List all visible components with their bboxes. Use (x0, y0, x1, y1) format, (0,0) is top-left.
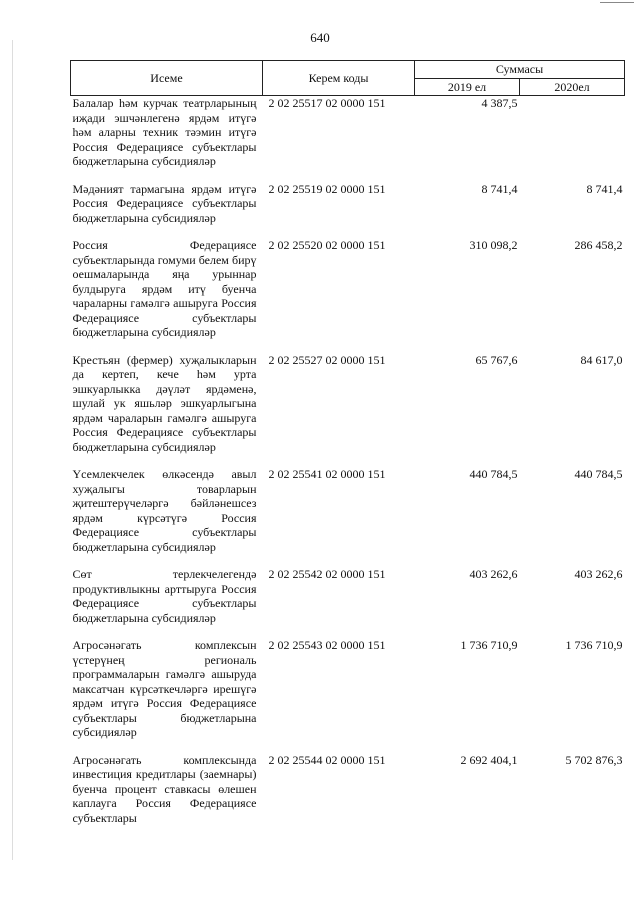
row-2020: 286 458,2 (574, 238, 623, 252)
table-row (71, 467, 625, 567)
row-2019: 310 098,2 (469, 238, 518, 252)
row-code: 2 02 25542 02 0000 151 (268, 567, 386, 581)
header-row (71, 61, 625, 79)
row-2020 (520, 96, 625, 182)
table-row (71, 638, 625, 753)
row-code: 2 02 25543 02 0000 151 (268, 638, 386, 652)
table-row (71, 353, 625, 468)
row-2020: 84 617,0 (580, 352, 623, 367)
row-name: Мәдәният тармагына ярдәм итүгә Россия Федерациясе субъектлары бюджетларына субсидияләр (72, 181, 257, 225)
row-code: 2 02 25541 02 0000 151 (268, 467, 386, 481)
row-name: Үсемлекчелек өлкәсендә авыл хуҗалыгы товарларын җитештерүчеләргә бәйләнешсез ярдәм күрсәтүгә Россия Федерациясе субъектлары бюджетларына субсидияләр (72, 467, 257, 554)
row-2020: 403 262,6 (574, 567, 623, 581)
row-2020: 1 736 710,9 (565, 638, 623, 652)
table-row (71, 567, 625, 638)
row-code: 2 02 25527 02 0000 151 (268, 352, 386, 367)
row-2019: 1 736 710,9 (460, 638, 518, 652)
row-2020: 8 741,4 (586, 181, 623, 196)
row-2020: 5 702 876,3 (565, 752, 623, 767)
table-row (71, 96, 625, 182)
row-2019: 2 692 404,1 (460, 752, 518, 767)
row-2019: 403 262,6 (469, 567, 518, 581)
header-2019: 2019 ел (415, 78, 520, 96)
table-row (71, 182, 625, 239)
row-name: Балалар һәм курчак театрларының иҗади эшчәнлегенә ярдәм итүгә һәм аларны техник тәэмин итүгә Россия Федерациясе субъектлары бюджетларына субсидияләр (72, 96, 257, 168)
scan-mark-top (600, 2, 634, 3)
row-name: Россия Федерациясе субъектларында гомуми белем бирү оешмаларында яңа урыннар булдыруга ярдәм итү буенча чараларны гамәлгә ашыруга Россия Федерациясе субъектлары бюджетларына субсидияләр (72, 238, 257, 339)
header-2020: 2020ел (520, 78, 625, 96)
header-name: Исеме (71, 61, 263, 96)
budget-table (70, 60, 625, 838)
row-code: 2 02 25517 02 0000 151 (268, 96, 386, 110)
row-2019: 8 741,4 (481, 181, 518, 196)
row-2019: 440 784,5 (469, 467, 518, 481)
header-sums: Суммасы (415, 61, 625, 79)
row-code: 2 02 25519 02 0000 151 (268, 181, 386, 196)
row-code: 2 02 25520 02 0000 151 (268, 238, 386, 252)
row-name: Сөт терлекчелегендә продуктивлыкны арттыруга Россия Федерациясе субъектлары бюджетларына субсидияләр (72, 567, 257, 625)
row-code: 2 02 25544 02 0000 151 (268, 752, 386, 767)
row-2019: 65 767,6 (475, 352, 518, 367)
scan-mark-left (12, 40, 13, 860)
row-2020: 440 784,5 (574, 467, 623, 481)
row-name: Агросәнәгать комплексын үстерүнең региональ программаларын гамәлгә ашыруда максатчан күрсәткечләргә ирешүгә ярдәм итүгә Россия Федерациясе субъектлары бюджетларына субсидияләр (72, 638, 257, 739)
table-row (71, 753, 625, 839)
row-name: Крестьян (фермер) хуҗалыкларын да кертеп, кече һәм урта эшкуарлыкка дәүләт ярдәменә, шулай ук яшьләр эшкуарлыгына ярдәм чараларын гамәлгә ашыруга Россия Федерациясе субъектлары бюджетларына субсидияләр (72, 352, 257, 454)
row-name: Агросәнәгать комплексында инвестиция кредитлары (заемнары) буенча процент ставкасы өлешен каплауга Россия Федерациясе субъектлары (72, 752, 257, 825)
row-2019: 4 387,5 (481, 96, 518, 110)
page-number: 640 (310, 30, 330, 45)
header-code: Керем коды (263, 61, 415, 96)
table-row (71, 238, 625, 353)
